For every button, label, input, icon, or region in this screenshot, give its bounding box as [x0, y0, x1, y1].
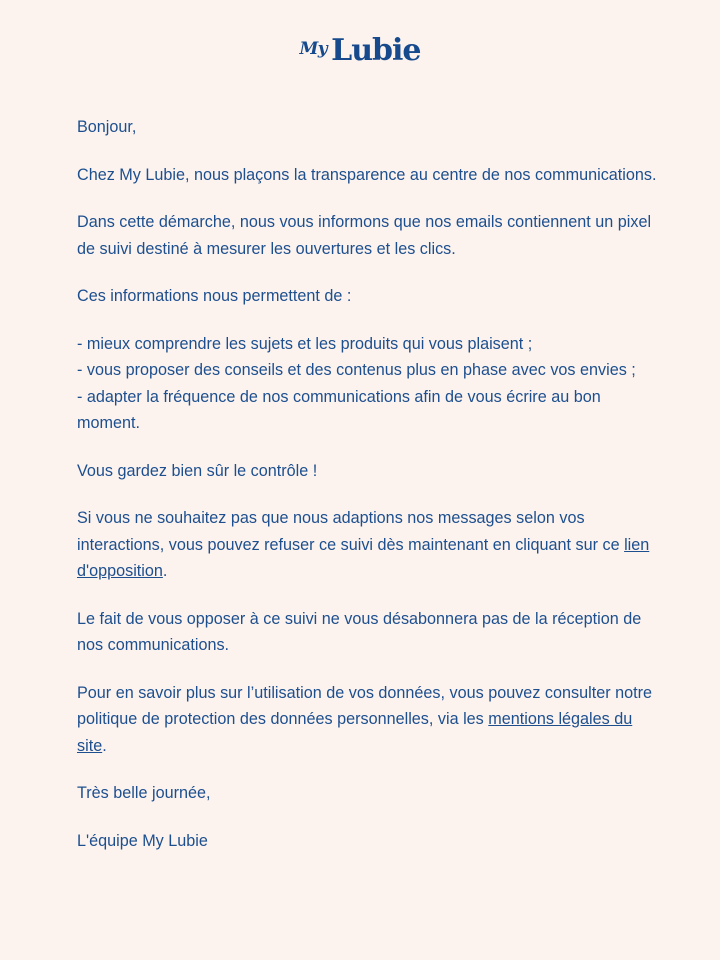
purpose-intro: Ces informations nous permettent de :	[77, 287, 352, 305]
intro-paragraph: Chez My Lubie, nous plaçons la transparence au centre de nos communications.	[77, 165, 657, 184]
email-body	[77, 114, 657, 875]
greeting: Bonjour,	[77, 118, 137, 136]
legal-notice-link[interactable]: mentions légales du site	[77, 710, 633, 755]
purpose-item: - vous proposer des conseils et des contenus plus en phase avec vos envies ;	[77, 361, 636, 379]
unsubscribe-note-paragraph: Le fait de vous opposer à ce suivi ne vous désabonnera pas de la réception de nos communications.	[77, 609, 642, 654]
privacy-paragraph	[77, 680, 657, 760]
purpose-list	[77, 331, 657, 437]
closing: Très belle journée,	[77, 784, 211, 802]
optout-paragraph	[77, 505, 657, 585]
optout-text: Si vous ne souhaitez pas que nous adaptions nos messages selon vos interactions, vous pouvez refuser ce suivi dès maintenant en cliquant sur ce	[77, 509, 625, 554]
logo-prefix: My	[299, 39, 328, 59]
optout-link[interactable]: lien d'opposition	[77, 535, 650, 580]
purpose-item: - adapter la fréquence de nos communications afin de vous écrire au bon moment.	[77, 387, 601, 432]
tracking-notice-paragraph: Dans cette démarche, nous vous informons que nos emails contiennent un pixel de suivi destiné à mesurer les ouvertures et les clics.	[77, 213, 652, 258]
brand-logo	[0, 33, 720, 68]
optout-end: .	[162, 562, 168, 580]
purpose-item: - mieux comprendre les sujets et les produits qui vous plaisent ;	[77, 334, 533, 353]
control-paragraph: Vous gardez bien sûr le contrôle !	[77, 461, 318, 480]
signature: L'équipe My Lubie	[77, 831, 208, 850]
privacy-end: .	[102, 736, 107, 755]
privacy-text: Pour en savoir plus sur l’utilisation de vos données, vous pouvez consulter notre politique de protection des données personnelles, via les	[77, 683, 652, 728]
logo-name: Lubie	[331, 33, 421, 68]
